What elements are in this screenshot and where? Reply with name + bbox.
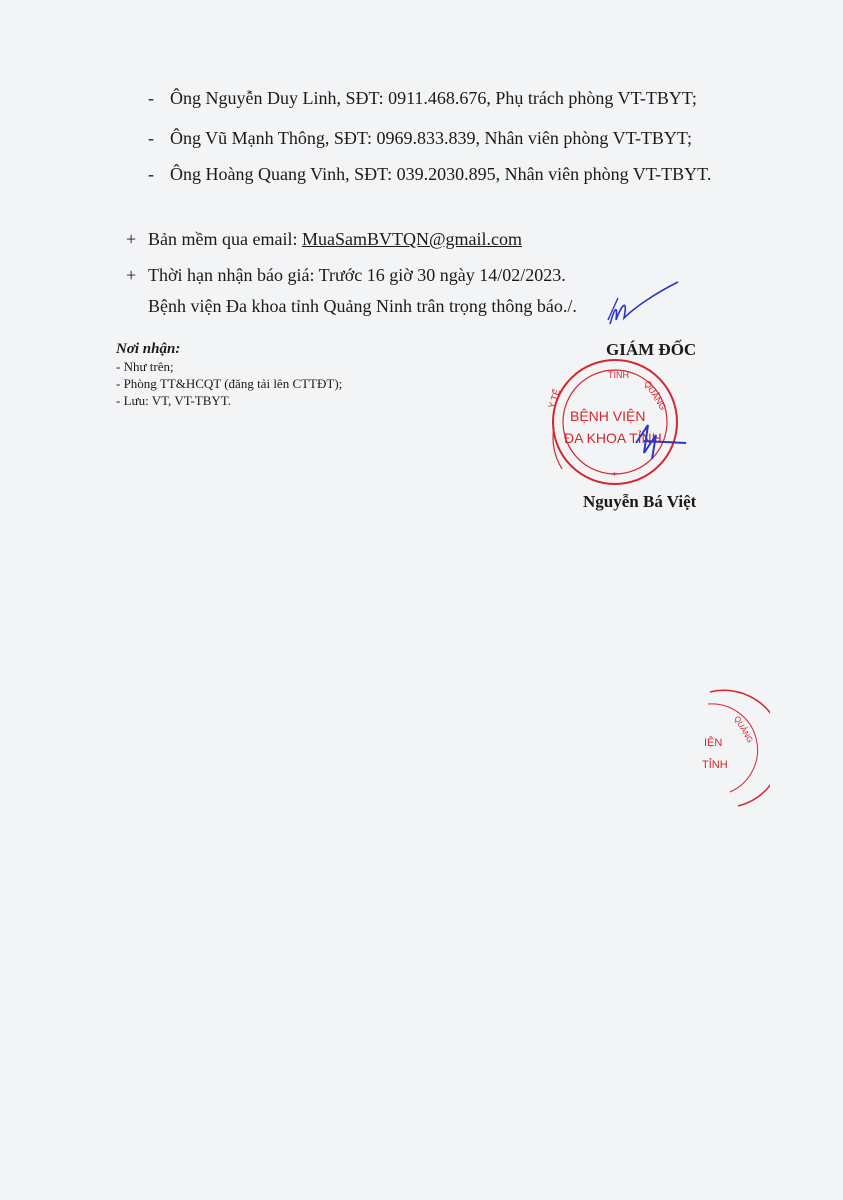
list-dash: - bbox=[148, 88, 154, 108]
deadline-text: Thời hạn nhận báo giá: Trước 16 giờ 30 ngày 14/02/2023. bbox=[148, 265, 566, 285]
recipient-item: - Phòng TT&HCQT (đăng tải lên CTTĐT); bbox=[116, 376, 343, 391]
partial-stamp-line-2: TỈNH bbox=[702, 759, 728, 771]
stamp-ring-top: TỈNH bbox=[608, 370, 629, 380]
contact-text: Ông Hoàng Quang Vinh, SĐT: 039.2030.895, Nhân viên phòng VT-TBYT. bbox=[170, 164, 712, 184]
contact-item bbox=[148, 160, 748, 188]
recipient-item: - Như trên; bbox=[116, 359, 174, 374]
stamp-star-icon: * bbox=[612, 471, 617, 482]
recipient-item: - Lưu: VT, VT-TBYT. bbox=[116, 393, 232, 408]
list-dash: - bbox=[148, 164, 154, 184]
contact-item bbox=[148, 84, 748, 112]
contact-text: Ông Nguyễn Duy Linh, SĐT: 0911.468.676, Phụ trách phòng VT-TBYT; bbox=[170, 88, 697, 108]
list-dash: - bbox=[148, 128, 154, 148]
initials-signature-icon bbox=[604, 280, 684, 332]
plus-bullet: + bbox=[126, 265, 137, 285]
director-name: Nguyễn Bá Việt bbox=[583, 492, 697, 511]
email-line bbox=[126, 226, 522, 252]
director-title: GIÁM ĐỐC bbox=[606, 340, 697, 359]
stamp-line-1: BỆNH VIỆN bbox=[570, 408, 646, 424]
official-seal-stamp bbox=[540, 357, 690, 487]
stamp-line-2: ĐA KHOA TỈNH bbox=[564, 430, 662, 446]
stamp-ring-left: Y TẾ bbox=[546, 387, 562, 410]
recipients-heading: Nơi nhận: bbox=[116, 341, 181, 357]
contact-item bbox=[148, 124, 748, 152]
recipients-block bbox=[116, 340, 346, 409]
deadline-line bbox=[126, 262, 566, 288]
partial-stamp-line-1: IỆN bbox=[704, 737, 723, 749]
plus-bullet: + bbox=[126, 229, 137, 249]
partial-stamp-ring: QUẢNG bbox=[732, 714, 755, 745]
email-link[interactable]: MuaSamBVTQN@gmail.com bbox=[301, 229, 523, 249]
stamp-ring-right: QUẢNG bbox=[642, 378, 669, 413]
closing-text: Bệnh viện Đa khoa tỉnh Quảng Ninh trân trọng thông báo./. bbox=[148, 296, 577, 316]
email-prefix: Bản mềm qua email: bbox=[148, 229, 302, 249]
partial-seal-stamp bbox=[690, 688, 770, 808]
contact-text: Ông Vũ Mạnh Thông, SĐT: 0969.833.839, Nhân viên phòng VT-TBYT; bbox=[170, 128, 692, 148]
